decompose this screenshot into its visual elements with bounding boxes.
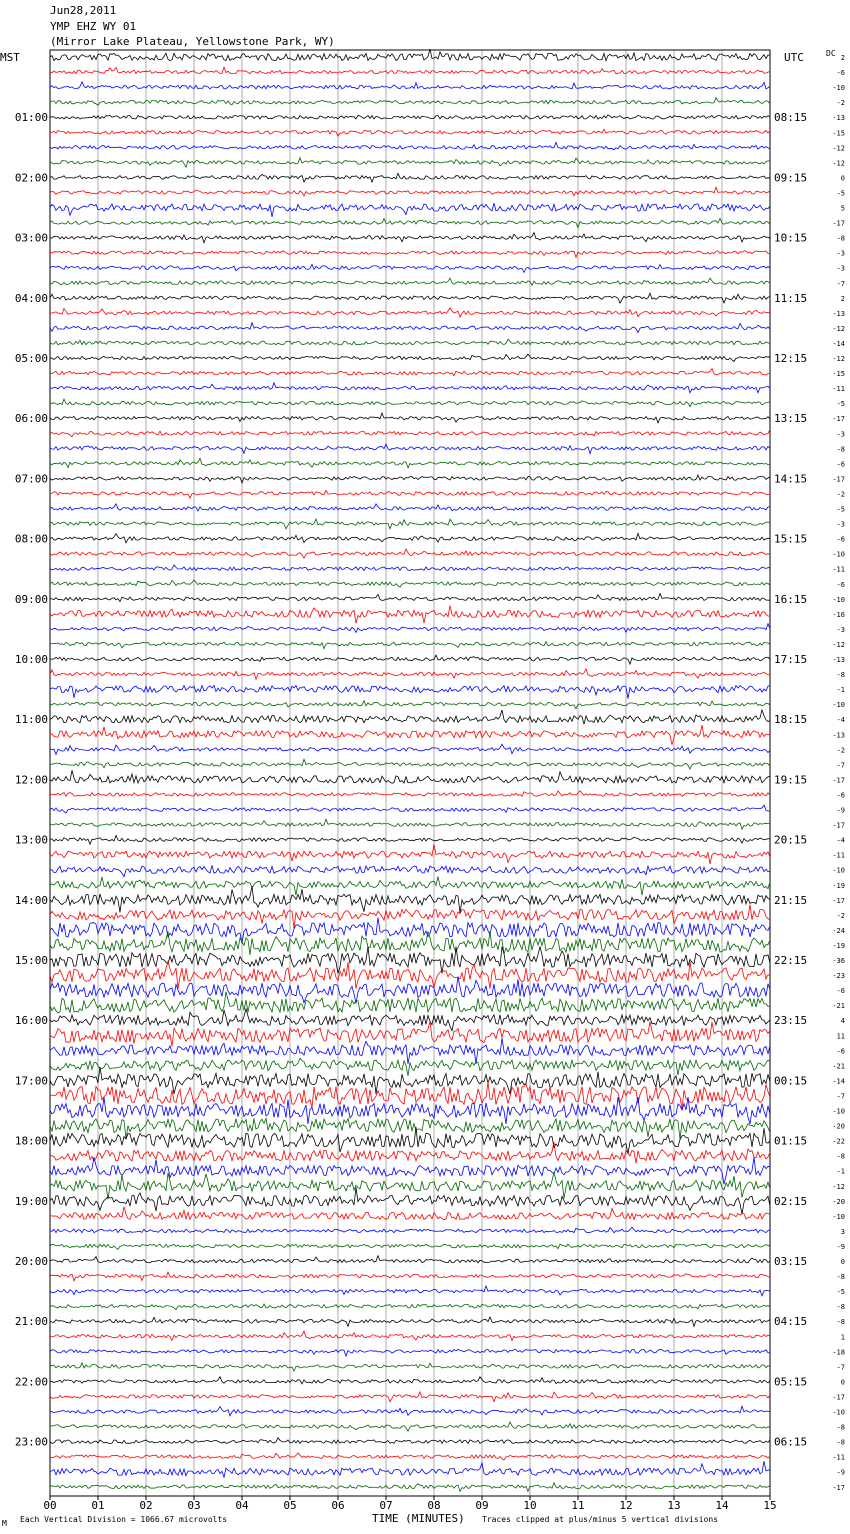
- trace-31: [50, 519, 770, 529]
- left-hour-label: 09:00: [14, 592, 48, 606]
- dc-offset-label: -10: [832, 1408, 845, 1417]
- dc-offset-label: -11: [832, 385, 845, 394]
- dc-offset-label: -6: [836, 580, 845, 589]
- dc-offset-label: -18: [832, 1348, 845, 1357]
- trace-42: [50, 686, 770, 699]
- dc-offset-label: -3: [836, 625, 845, 634]
- x-tick-label: 05: [283, 1499, 297, 1512]
- trace-46: [50, 744, 770, 754]
- dc-offset-label: -24: [832, 926, 845, 935]
- right-hour-label: 19:15: [774, 773, 808, 787]
- trace-93: [50, 1453, 770, 1460]
- footer-clip-note: Traces clipped at plus/minus 5 vertical divisions: [482, 1515, 719, 1524]
- trace-45: [50, 725, 770, 745]
- left-hour-label: 02:00: [14, 171, 48, 185]
- dc-offset-label: -7: [836, 761, 845, 770]
- dc-offset-label: -12: [832, 1182, 845, 1191]
- dc-offset-label: -3: [836, 520, 845, 529]
- dc-offset-label: -8: [836, 1438, 845, 1447]
- dc-offset-label: -17: [832, 896, 845, 905]
- header-date: Jun28,2011: [50, 4, 117, 17]
- trace-13: [50, 251, 770, 258]
- dc-offset-label: -17: [832, 776, 845, 785]
- trace-10: [50, 203, 770, 217]
- trace-68: [50, 1067, 770, 1094]
- trace-34: [50, 565, 770, 571]
- trace-47: [50, 759, 770, 769]
- dc-offset-label: -19: [832, 881, 845, 890]
- dc-offset-label: -9: [836, 1242, 845, 1251]
- dc-offset-label: -9: [836, 1468, 845, 1477]
- dc-offset-label: -6: [836, 987, 845, 996]
- trace-84: [50, 1317, 770, 1326]
- left-hour-label: 15:00: [14, 954, 48, 967]
- dc-offset-label: -2: [836, 490, 845, 499]
- trace-82: [50, 1286, 770, 1296]
- right-hour-label: 00:15: [774, 1074, 808, 1088]
- trace-88: [50, 1377, 770, 1384]
- trace-49: [50, 791, 770, 797]
- dc-offset-label: 3: [840, 1227, 845, 1236]
- left-hour-label: 22:00: [14, 1375, 48, 1389]
- right-hour-label: 05:15: [774, 1375, 808, 1389]
- dc-offset-label: -8: [836, 1303, 845, 1312]
- trace-58: [50, 918, 770, 944]
- trace-19: [50, 339, 770, 345]
- trace-52: [50, 836, 770, 845]
- right-hour-label: 20:15: [774, 833, 808, 847]
- x-tick-label: 10: [523, 1499, 537, 1512]
- dc-offset-label: -17: [832, 1393, 845, 1402]
- trace-12: [50, 233, 770, 243]
- trace-26: [50, 444, 770, 453]
- trace-95: [50, 1483, 770, 1492]
- left-hour-label: 03:00: [14, 231, 48, 245]
- right-hour-label: 13:15: [774, 412, 808, 426]
- x-tick-label: 02: [139, 1499, 153, 1512]
- dc-offset-label: -2: [836, 99, 845, 108]
- right-hour-label: 06:15: [774, 1435, 808, 1449]
- dc-offset-label: -10: [832, 84, 845, 93]
- right-hour-label: 10:15: [774, 231, 808, 245]
- x-tick-label: 08: [427, 1499, 441, 1512]
- trace-35: [50, 580, 770, 587]
- dc-offset-label: -8: [836, 1273, 845, 1282]
- x-tick-label: 13: [667, 1499, 681, 1512]
- dc-offset-label: -17: [832, 415, 845, 424]
- dc-offset-label: -2: [836, 746, 845, 755]
- dc-offset-label: -13: [832, 731, 845, 740]
- dc-offset-label: -15: [832, 370, 845, 379]
- right-hour-label: 11:15: [774, 291, 808, 305]
- dc-offset-label: 0: [840, 1258, 845, 1266]
- dc-offset-label: -8: [836, 1423, 845, 1432]
- x-tick-label: 01: [91, 1499, 105, 1512]
- trace-20: [50, 354, 770, 361]
- trace-37: [50, 606, 770, 624]
- trace-15: [50, 278, 770, 285]
- trace-77: [50, 1207, 770, 1220]
- trace-33: [50, 549, 770, 558]
- trace-17: [50, 308, 770, 317]
- trace-54: [50, 865, 770, 876]
- trace-28: [50, 475, 770, 483]
- dc-offset-label: 2: [840, 54, 845, 62]
- trace-3: [50, 98, 770, 106]
- dc-offset-label: -2: [836, 911, 845, 920]
- left-hour-label: 13:00: [14, 833, 48, 847]
- dc-offset-label: -6: [836, 69, 845, 78]
- right-hour-label: 08:15: [774, 111, 808, 125]
- trace-39: [50, 642, 770, 649]
- trace-30: [50, 504, 770, 511]
- x-tick-label: 03: [187, 1499, 201, 1512]
- dc-offset-label: -12: [832, 640, 845, 649]
- dc-offset-label: -6: [836, 460, 845, 469]
- trace-53: [50, 844, 770, 864]
- dc-offset-label: -11: [832, 565, 845, 574]
- dc-offset-label: -21: [832, 1002, 845, 1011]
- dc-offset-label: -8: [836, 1318, 845, 1327]
- x-tick-label: 09: [475, 1499, 489, 1512]
- trace-41: [50, 669, 770, 679]
- dc-offset-label: 1: [840, 1333, 845, 1342]
- dc-offset-label: -9: [836, 806, 845, 815]
- left-hour-label: 05:00: [14, 352, 48, 365]
- trace-57: [50, 905, 770, 929]
- trace-43: [50, 701, 770, 709]
- trace-44: [50, 710, 770, 724]
- dc-offset-label: -22: [832, 1137, 845, 1146]
- trace-66: [50, 1038, 770, 1064]
- dc-offset-label: -19: [832, 941, 845, 950]
- trace-55: [50, 876, 770, 895]
- trace-86: [50, 1350, 770, 1357]
- right-hour-label: 02:15: [774, 1194, 808, 1208]
- dc-offset-label: -15: [832, 129, 845, 138]
- right-hour-label: 23:15: [774, 1014, 808, 1028]
- trace-92: [50, 1438, 770, 1444]
- dc-offset-label: 2: [840, 294, 845, 303]
- x-tick-label: 06: [331, 1499, 345, 1512]
- dc-offset-label: -8: [836, 234, 845, 243]
- dc-offset-label: -6: [836, 1047, 845, 1056]
- left-hour-label: 18:00: [14, 1134, 48, 1148]
- trace-7: [50, 158, 770, 168]
- right-hour-label: 21:15: [774, 893, 808, 907]
- trace-32: [50, 533, 770, 543]
- dc-offset-label: -17: [832, 821, 845, 830]
- dc-offset-label: -10: [832, 595, 845, 604]
- trace-27: [50, 458, 770, 468]
- right-hour-label: 03:15: [774, 1255, 808, 1268]
- dc-offset-label: -4: [836, 716, 845, 725]
- x-tick-label: 07: [379, 1499, 393, 1512]
- trace-16: [50, 293, 770, 303]
- right-hour-label: 12:15: [774, 352, 808, 365]
- dc-column-label: DC: [826, 49, 836, 58]
- dc-offset-label: -7: [836, 1092, 845, 1101]
- right-hour-label: 04:15: [774, 1315, 808, 1329]
- dc-offset-label: -5: [836, 189, 845, 198]
- left-hour-label: 17:00: [14, 1074, 48, 1088]
- trace-85: [50, 1331, 770, 1341]
- footer-mark: M: [2, 1519, 7, 1528]
- trace-8: [50, 173, 770, 182]
- trace-24: [50, 413, 770, 423]
- dc-offset-label: -1: [836, 686, 845, 695]
- dc-offset-label: -5: [836, 400, 845, 409]
- trace-9: [50, 187, 770, 196]
- dc-offset-label: -23: [832, 972, 845, 981]
- dc-offset-label: -17: [832, 219, 845, 228]
- dc-offset-label: -5: [836, 1288, 845, 1297]
- trace-79: [50, 1244, 770, 1249]
- dc-offset-label: -6: [836, 535, 845, 544]
- x-tick-label: 15: [763, 1499, 777, 1512]
- dc-offset-label: -12: [832, 144, 845, 153]
- right-hour-label: 14:15: [774, 472, 808, 486]
- left-hour-label: 08:00: [14, 532, 48, 546]
- dc-offset-label: -6: [836, 791, 845, 800]
- dc-offset-label: -13: [832, 309, 845, 318]
- dc-offset-label: -10: [832, 1107, 845, 1116]
- trace-21: [50, 369, 770, 376]
- dc-offset-label: 11: [836, 1032, 845, 1041]
- dc-offset-label: -11: [832, 1453, 845, 1462]
- footer-division-note: Each Vertical Division = 1066.67 microvolts: [20, 1515, 228, 1524]
- trace-90: [50, 1406, 770, 1416]
- left-hour-label: 10:00: [14, 653, 48, 666]
- x-tick-label: 12: [619, 1499, 633, 1512]
- dc-offset-label: -1: [836, 1167, 845, 1176]
- trace-5: [50, 129, 770, 136]
- left-hour-label: 19:00: [14, 1194, 48, 1208]
- trace-81: [50, 1272, 770, 1281]
- dc-offset-label: 0: [840, 174, 845, 183]
- dc-offset-label: -4: [836, 836, 845, 845]
- left-hour-label: 14:00: [14, 893, 48, 907]
- left-hour-label: 23:00: [14, 1435, 48, 1449]
- trace-75: [50, 1172, 770, 1199]
- dc-offset-label: 5: [840, 204, 845, 213]
- dc-offset-label: 4: [840, 1017, 845, 1026]
- trace-56: [50, 886, 770, 913]
- trace-64: [50, 1009, 770, 1031]
- trace-14: [50, 264, 770, 272]
- x-tick-label: 14: [715, 1499, 729, 1512]
- trace-23: [50, 399, 770, 407]
- dc-offset-label: -13: [832, 656, 845, 664]
- right-hour-label: 16:15: [774, 592, 808, 606]
- left-hour-label: 12:00: [14, 773, 48, 787]
- right-hour-label: 01:15: [774, 1134, 808, 1148]
- trace-48: [50, 770, 770, 783]
- dc-offset-label: -36: [832, 957, 845, 965]
- dc-offset-label: 0: [840, 1378, 845, 1387]
- trace-22: [50, 383, 770, 393]
- right-hour-label: 22:15: [774, 954, 808, 967]
- trace-76: [50, 1187, 770, 1214]
- trace-87: [50, 1363, 770, 1371]
- left-hour-label: 11:00: [14, 713, 48, 727]
- left-hour-label: 04:00: [14, 291, 48, 305]
- trace-91: [50, 1422, 770, 1431]
- right-hour-label: 18:15: [774, 713, 808, 727]
- trace-83: [50, 1304, 770, 1310]
- left-hour-label: 06:00: [14, 412, 48, 426]
- x-tick-label: 00: [43, 1499, 57, 1512]
- header-station: YMP EHZ WY 01: [50, 20, 137, 33]
- header-location: (Mirror Lake Plateau, Yellowstone Park, WY): [50, 35, 335, 48]
- x-axis-title: TIME (MINUTES): [372, 1512, 465, 1525]
- dc-offset-label: -12: [832, 159, 845, 168]
- dc-offset-label: -17: [832, 1483, 845, 1492]
- dc-offset-label: -20: [832, 1197, 845, 1206]
- x-tick-label: 04: [235, 1499, 249, 1512]
- trace-4: [50, 115, 770, 119]
- trace-29: [50, 490, 770, 498]
- dc-offset-label: -10: [832, 701, 845, 710]
- dc-offset-label: -17: [832, 475, 845, 484]
- left-hour-label: 01:00: [14, 111, 48, 125]
- dc-offset-label: -20: [832, 1122, 845, 1131]
- trace-36: [50, 594, 770, 602]
- dc-offset-label: -10: [832, 1212, 845, 1221]
- trace-38: [50, 624, 770, 633]
- right-timezone-label: UTC: [784, 51, 804, 64]
- dc-offset-label: -3: [836, 430, 845, 439]
- trace-89: [50, 1392, 770, 1402]
- dc-offset-label: -10: [832, 866, 845, 875]
- trace-78: [50, 1227, 770, 1233]
- right-hour-label: 17:15: [774, 653, 808, 666]
- dc-offset-label: -14: [832, 339, 845, 348]
- dc-offset-label: -13: [832, 114, 845, 123]
- dc-offset-label: -10: [832, 550, 845, 559]
- left-hour-label: 21:00: [14, 1315, 48, 1329]
- trace-94: [50, 1461, 770, 1477]
- trace-51: [50, 819, 770, 829]
- right-hour-label: 09:15: [774, 171, 808, 185]
- trace-25: [50, 429, 770, 436]
- dc-offset-label: -14: [832, 1077, 845, 1086]
- left-hour-label: 16:00: [14, 1014, 48, 1028]
- trace-67: [50, 1058, 770, 1076]
- dc-offset-label: -8: [836, 445, 845, 454]
- x-tick-label: 11: [571, 1499, 585, 1512]
- dc-offset-label: -11: [832, 851, 845, 860]
- dc-offset-label: -12: [832, 355, 845, 363]
- trace-0: [50, 49, 770, 61]
- trace-2: [50, 82, 770, 89]
- trace-74: [50, 1157, 770, 1184]
- dc-offset-label: -3: [836, 249, 845, 258]
- dc-offset-label: -8: [836, 671, 845, 680]
- trace-1: [50, 67, 770, 74]
- left-timezone-label: MST: [0, 51, 20, 64]
- trace-11: [50, 218, 770, 227]
- dc-offset-label: -3: [836, 264, 845, 273]
- trace-50: [50, 805, 770, 813]
- right-hour-label: 15:15: [774, 532, 808, 546]
- dc-offset-label: -16: [832, 610, 845, 619]
- trace-80: [50, 1256, 770, 1263]
- trace-40: [50, 655, 770, 664]
- dc-offset-label: -5: [836, 505, 845, 514]
- dc-offset-label: -8: [836, 1152, 845, 1161]
- dc-offset-label: -7: [836, 1363, 845, 1372]
- left-hour-label: 20:00: [14, 1255, 48, 1268]
- trace-18: [50, 323, 770, 333]
- dc-offset-label: -12: [832, 324, 845, 333]
- left-hour-label: 07:00: [14, 472, 48, 486]
- trace-6: [50, 142, 770, 149]
- dc-offset-label: -7: [836, 279, 845, 288]
- dc-offset-label: -21: [832, 1062, 845, 1071]
